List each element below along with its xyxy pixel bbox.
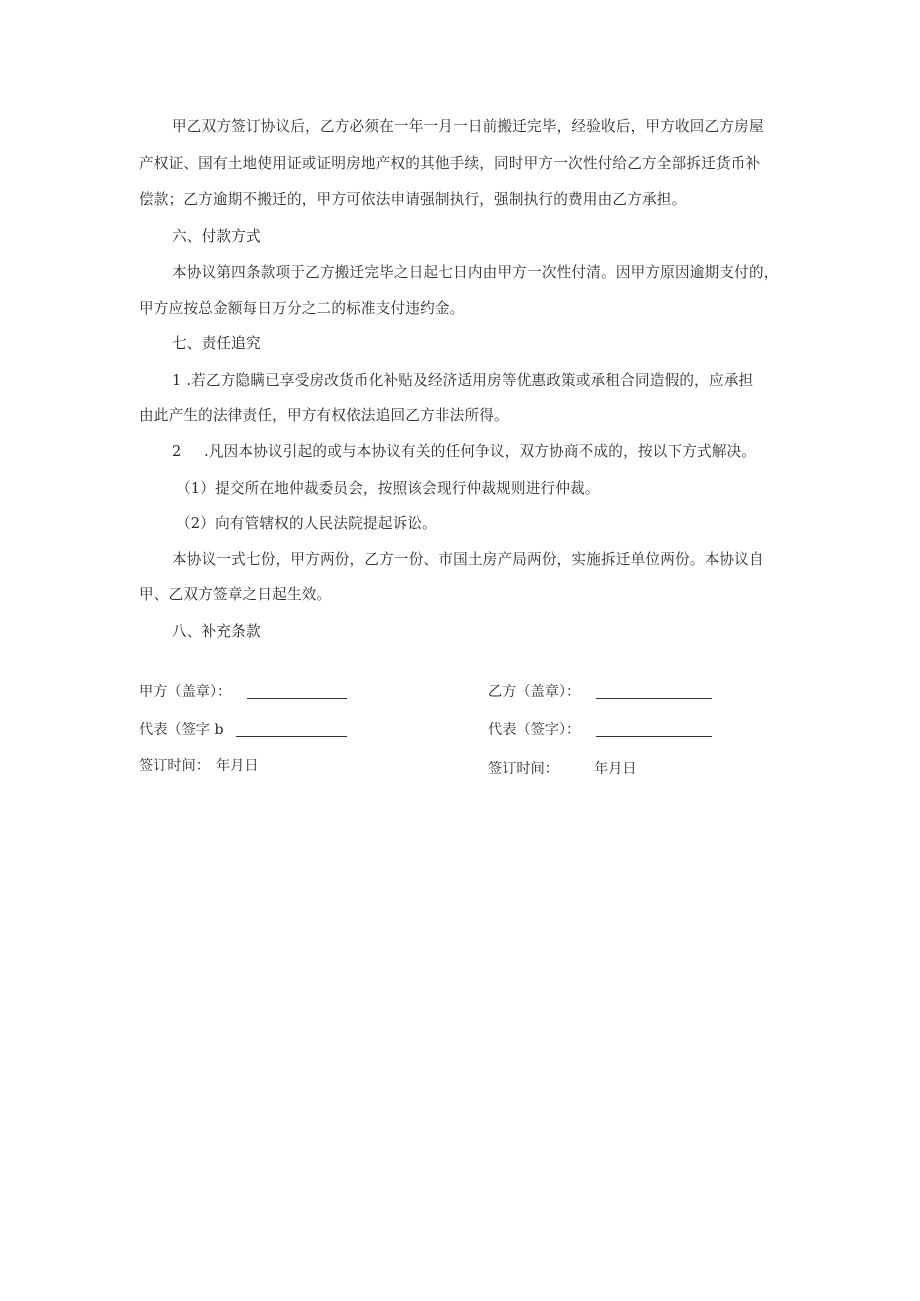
list-item: （2）向有管辖权的人民法院提起诉讼。 (176, 515, 437, 532)
paragraph-line: 1 .若乙方隐瞒已享受房改货币化补贴及经济适用房等优惠政策或承租合同造假的，应承担 (172, 372, 754, 389)
paragraph-line: 甲方应按总金额每日万分之二的标准支付违约金。 (139, 300, 465, 317)
party-a-rep-blank (236, 736, 347, 737)
section-heading-supplementary: 八、补充条款 (172, 623, 261, 640)
party-b-seal-label: 乙方（盖章）： (488, 684, 581, 700)
party-a-rep-label: 代表（签字 b (139, 722, 224, 738)
paragraph-line: .凡因本协议引起的或与本协议有关的任何争议，双方协商不成的，按以下方式解决。 (204, 443, 757, 460)
paragraph-line: 甲乙双方签订协议后，乙方必须在一年一月一日前搬迁完毕，经验收后，甲方收回乙方房屋 (172, 118, 764, 135)
list-item: （1）提交所在地仲裁委员会，按照该会现行仲裁规则进行仲裁。 (176, 480, 600, 497)
party-b-time-value: 年月日 (594, 761, 637, 777)
paragraph-line: 产权证、国有土地使用证或证明房地产权的其他手续，同时甲方一次性付给乙方全部拆迁货币补 (139, 155, 761, 172)
party-b-rep-label: 代表（签字）： (488, 722, 581, 738)
paragraph-line: 甲、乙双方签章之日起生效。 (139, 586, 332, 603)
party-a-seal-blank (247, 698, 347, 699)
party-a-time-value: 年月日 (216, 758, 259, 774)
paragraph-line: 由此产生的法律责任，甲方有权依法追回乙方非法所得。 (139, 407, 509, 424)
paragraph-line: 本协议一式七份，甲方两份，乙方一份、市国土房产局两份，实施拆迁单位两份。本协议自 (172, 551, 764, 568)
paragraph-line: 本协议第四条款项于乙方搬迁完毕之日起七日内由甲方一次性付清。因甲方原因逾期支付的， (172, 264, 779, 281)
section-heading-liability: 七、责任追究 (172, 335, 261, 352)
party-b-seal-blank (596, 698, 712, 699)
paragraph-line: 偿款；乙方逾期不搬迁的，甲方可依法申请强制执行，强制执行的费用由乙方承担。 (139, 191, 687, 208)
party-b-time-label: 签订时间： (488, 761, 559, 777)
party-a-seal-label: 甲方（盖章）： (139, 684, 232, 700)
party-a-time-label: 签订时间： (139, 758, 210, 774)
party-b-rep-blank (596, 736, 712, 737)
clause-number: 2 (172, 443, 182, 460)
section-heading-payment: 六、付款方式 (172, 228, 261, 245)
